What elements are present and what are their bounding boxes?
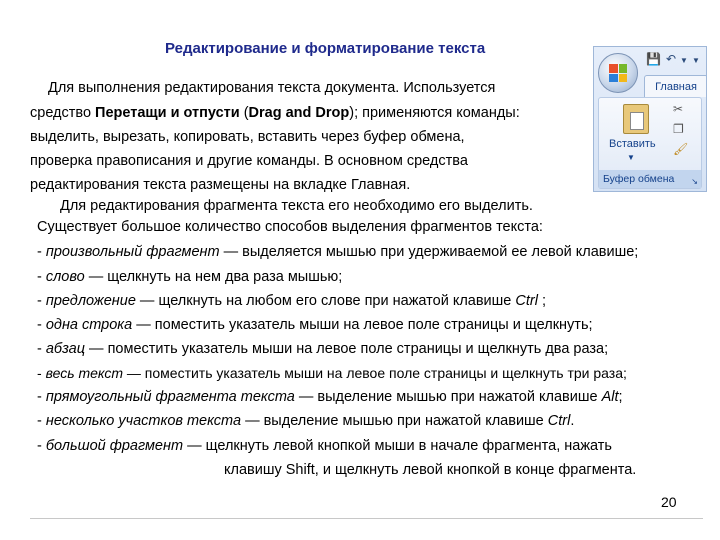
dialog-launcher-icon[interactable]: ↘ [691,177,698,186]
text-line: редактирования текста размещены на вкладке Главная. [30,177,411,193]
list-item: - абзац — поместить указатель мыши на левое поле страницы и щелкнуть два раза; [37,341,609,357]
word-ribbon-image [593,46,707,192]
office-logo-icon [609,64,627,82]
text-line: средство Перетащи и отпусти (Drag and Drop); применяются команды: [30,105,520,121]
list-item: - большой фрагмент — щелкнуть левой кнопкой мыши в начале фрагмента, нажать [37,438,612,454]
list-item: - произвольный фрагмент — выделяется мышью при удерживаемой ее левой клавише; [37,244,639,260]
list-item: - слово — щелкнуть на нем два раза мышью; [37,269,343,285]
office-button[interactable] [598,53,638,93]
format-painter-icon[interactable]: 🖌 [673,142,689,156]
list-item-continuation: клавишу Shift, и щелкнуть левой кнопкой в конце фрагмента. [224,462,637,478]
copy-icon[interactable]: ❐ [673,122,684,136]
list-item: - прямоугольный фрагмента текста — выделение мышью при нажатой клавише Alt; [37,389,623,405]
text-line: Для выполнения редактирования текста документа. Используется [48,80,496,96]
page-border [30,518,703,519]
page-title: Редактирование и форматирование текста [165,40,486,57]
clipboard-group [598,97,702,189]
dropdown-arrow-icon[interactable]: ▼ [680,56,688,65]
save-icon[interactable]: 💾 [646,52,661,66]
tab-home[interactable]: Главная [644,75,707,97]
list-item: - несколько участков текста — выделение мышью при нажатой клавише Ctrl. [37,413,575,429]
bold-term: Перетащи и отпусти [95,105,240,121]
chevron-down-icon[interactable]: ▼ [627,153,635,162]
bold-term: Drag and Drop [248,105,350,121]
list-item: - весь текст — поместить указатель мыши на левое поле страницы и щелкнуть три раза; [37,365,627,381]
paste-button-label[interactable]: Вставить [609,138,656,150]
list-item: - предложение — щелкнуть на любом его слове при нажатой клавише Ctrl ; [37,293,547,309]
list-item: - одна строка — поместить указатель мыши на левое поле страницы и щелкнуть; [37,317,593,333]
group-label: Буфер обмена [599,170,701,188]
page-number: 20 [661,494,677,510]
customize-arrow-icon[interactable]: ▼ [692,56,700,65]
text-line: выделить, вырезать, копировать, вставить через буфер обмена, [30,129,465,145]
paste-icon[interactable] [623,104,649,134]
text-line: Для редактирования фрагмента текста его необходимо его выделить. [60,198,533,214]
text-line: проверка правописания и другие команды. В основном средства [30,153,468,169]
undo-icon[interactable]: ↶ [666,52,677,66]
cut-icon[interactable]: ✂ [673,102,684,116]
text-line: Существует большое количество способов выделения фрагментов текста: [37,219,543,235]
